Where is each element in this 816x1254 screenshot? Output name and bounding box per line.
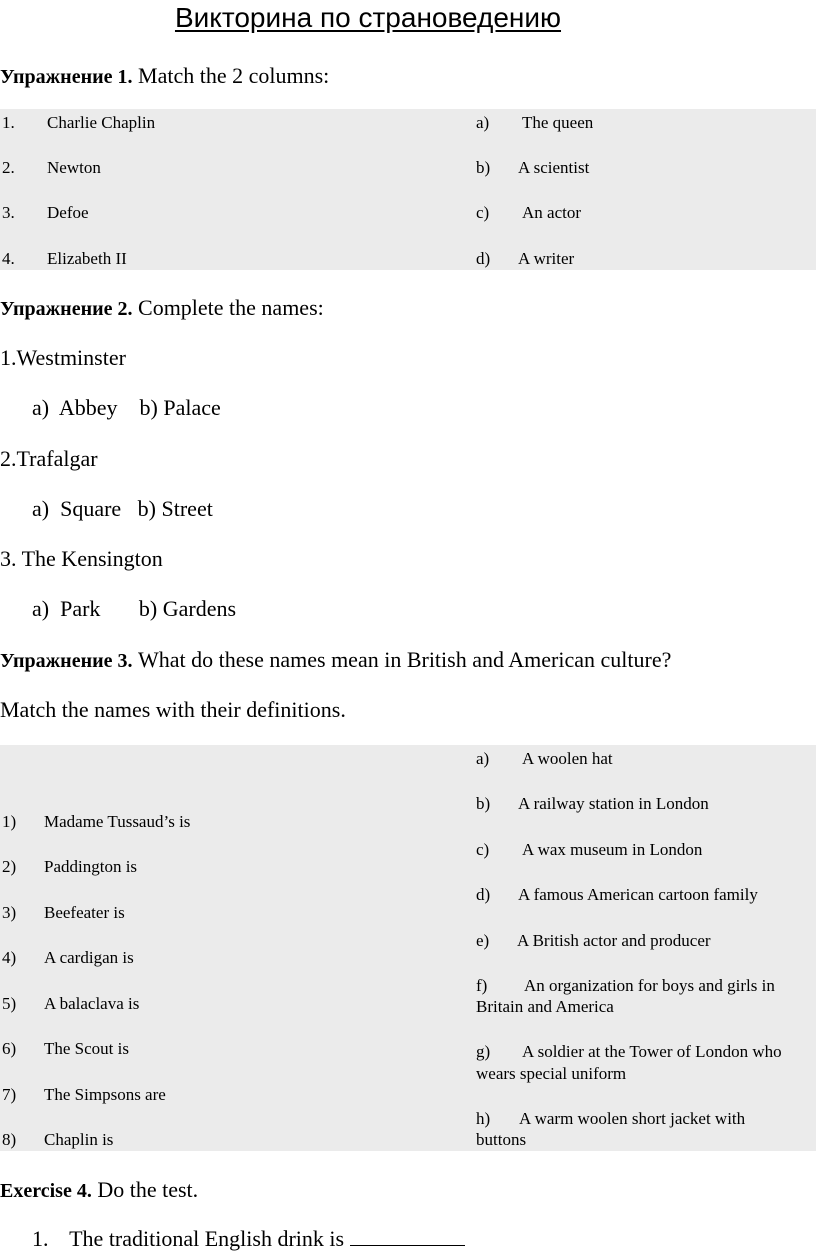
ex2-question: 2.Trafalgar xyxy=(0,446,98,471)
ex3-left-text: Chaplin is xyxy=(44,1130,114,1149)
exercise-4-instruction: Do the test. xyxy=(97,1177,199,1202)
ex3-right-text: A railway station in London xyxy=(518,794,709,813)
exercise-3-table xyxy=(0,745,816,1151)
ex3-right-text: A soldier at the Tower of London who xyxy=(522,1042,782,1061)
ex3-right-text-continued: buttons xyxy=(476,1130,527,1149)
ex4-question-num: 1. xyxy=(32,1226,49,1251)
ex3-right-text-continued: wears special uniform xyxy=(476,1064,627,1083)
ex2-options: a) Park b) Gardens xyxy=(32,596,237,621)
ex1-left-num: 4. xyxy=(2,249,15,268)
ex3-right-letter: g) xyxy=(476,1042,491,1061)
ex1-left-text: Newton xyxy=(47,158,101,177)
ex3-right-text-continued: Britain and America xyxy=(476,997,614,1016)
exercise-1-label: Упражнение 1. xyxy=(0,66,133,88)
ex1-left-num: 2. xyxy=(2,158,15,177)
ex1-left-text: Defoe xyxy=(47,203,89,222)
exercise-3-instruction: What do these names mean in British and American culture? xyxy=(138,647,672,672)
ex3-right-text: An organization for boys and girls in xyxy=(524,976,775,995)
ex1-right-text: The queen xyxy=(522,113,594,132)
page-title: Викторина по страноведению xyxy=(174,2,562,33)
ex3-left-num: 5) xyxy=(2,994,17,1013)
answer-blank[interactable] xyxy=(350,1227,465,1246)
ex2-question: 3. The Kensington xyxy=(0,546,163,571)
ex1-left-num: 3. xyxy=(2,203,15,222)
exercise-2-instruction: Complete the names: xyxy=(138,295,324,320)
ex3-left-num: 2) xyxy=(2,857,17,876)
ex4-question-text: The traditional English drink is xyxy=(69,1226,345,1251)
ex3-left-num: 1) xyxy=(2,812,17,831)
ex2-question: 1.Westminster xyxy=(0,345,126,370)
ex3-right-letter: e) xyxy=(476,931,490,950)
exercise-2-label: Упражнение 2. xyxy=(0,298,133,320)
ex1-right-letter: c) xyxy=(476,203,490,222)
exercise-4-label: Exercise 4. xyxy=(0,1180,92,1202)
ex3-right-letter: a) xyxy=(476,749,490,768)
ex1-left-num: 1. xyxy=(2,113,15,132)
ex1-right-text: A writer xyxy=(518,249,575,268)
ex3-right-letter: c) xyxy=(476,840,490,859)
ex3-right-text: A wax museum in London xyxy=(522,840,703,859)
ex3-left-text: A balaclava is xyxy=(44,994,140,1013)
ex2-options: a) Square b) Street xyxy=(32,496,213,521)
ex3-right-letter: d) xyxy=(476,885,491,904)
ex3-left-num: 3) xyxy=(2,903,17,922)
ex1-right-text: An actor xyxy=(522,203,582,222)
exercise-3-instruction-2: Match the names with their definitions. xyxy=(0,697,346,722)
ex3-right-text: A famous American cartoon family xyxy=(518,885,758,904)
ex3-right-text: A British actor and producer xyxy=(517,931,711,950)
ex1-left-text: Elizabeth II xyxy=(47,249,127,268)
ex1-right-text: A scientist xyxy=(518,158,590,177)
ex3-left-num: 6) xyxy=(2,1039,17,1058)
ex3-left-text: The Simpsons are xyxy=(44,1085,166,1104)
exercise-3-heading xyxy=(0,647,671,673)
ex4-question xyxy=(32,1226,465,1252)
ex3-left-num: 4) xyxy=(2,948,17,967)
exercise-2-heading xyxy=(0,295,324,321)
ex3-right-letter: b) xyxy=(476,794,491,813)
ex3-left-text: Madame Tussaud’s is xyxy=(44,812,191,831)
ex1-right-letter: a) xyxy=(476,113,490,132)
exercise-3-label: Упражнение 3. xyxy=(0,650,133,672)
ex3-right-letter: h) xyxy=(476,1109,491,1128)
exercise-1-instruction: Match the 2 columns: xyxy=(138,63,330,88)
ex3-left-text: The Scout is xyxy=(44,1039,129,1058)
ex3-left-text: A cardigan is xyxy=(44,948,134,967)
ex3-left-text: Beefeater is xyxy=(44,903,125,922)
ex3-left-num: 7) xyxy=(2,1085,17,1104)
ex1-right-letter: d) xyxy=(476,249,491,268)
exercise-4-heading xyxy=(0,1177,198,1203)
ex3-left-num: 8) xyxy=(2,1130,17,1149)
ex2-options: a) Abbey b) Palace xyxy=(32,395,221,420)
ex3-right-text: A warm woolen short jacket with xyxy=(519,1109,746,1128)
exercise-1-heading xyxy=(0,63,329,89)
ex1-left-text: Charlie Chaplin xyxy=(47,113,156,132)
ex3-right-text: A woolen hat xyxy=(522,749,613,768)
ex3-right-letter: f) xyxy=(476,976,488,995)
ex1-right-letter: b) xyxy=(476,158,491,177)
exercise-1-table xyxy=(0,109,816,270)
ex3-left-text: Paddington is xyxy=(44,857,138,876)
